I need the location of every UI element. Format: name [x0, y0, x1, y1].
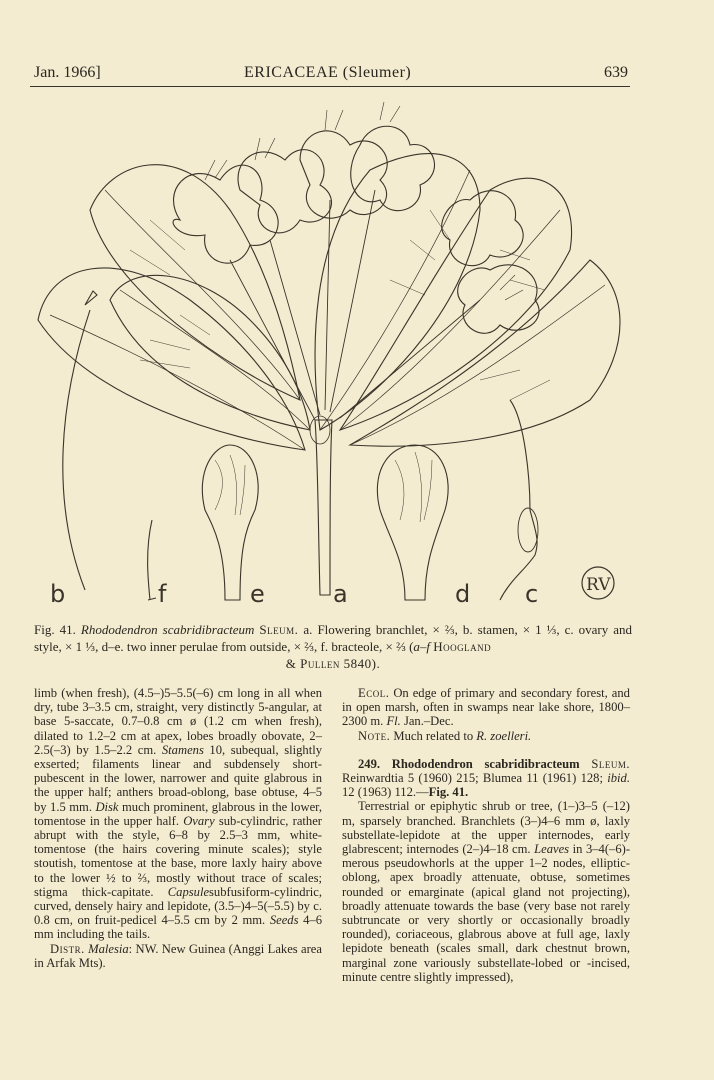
note-label: Note.: [358, 728, 391, 743]
perula-d: [377, 445, 448, 600]
fl-label: Fl.: [386, 714, 401, 729]
ovary-label: Ovary: [183, 813, 215, 828]
distr-label: Distr.: [50, 941, 85, 956]
leaf-left-lower: [38, 268, 305, 450]
caption-author: Sleum.: [259, 622, 299, 637]
seeds-label: Seeds: [269, 913, 299, 928]
right-column: [342, 686, 630, 984]
panel-label-f: f: [158, 580, 167, 608]
note-species: R. zoelleri.: [476, 728, 532, 743]
panel-label-d: d: [455, 580, 471, 608]
distribution-paragraph: Distr. Malesia: NW. New Guinea (Anggi Lakes area in Arfak Mts).: [34, 941, 322, 970]
panel-label-e: e: [250, 580, 265, 608]
ecology-paragraph: Ecol. On edge of primary and secondary forest, and in open marsh, often in swamps near lake shore, 1800–2300 m. Fl. Jan.–Dec.: [342, 686, 630, 729]
leaf-right-lower: [350, 260, 620, 446]
species-entry-heading: 249. Rhododendron scabridibracteum Sleum. Reinwardtia 5 (1960) 215; Blumea 11 (1961) 128; ibid. 12 (1963) 112.—Fig. 41.: [342, 756, 630, 800]
stem: [315, 420, 332, 595]
artist-monogram: [582, 567, 614, 599]
caption-collector: Hoogland: [433, 639, 492, 654]
note-paragraph: Note. Much related to R. zoelleri.: [358, 728, 532, 743]
stamen-b: [63, 310, 90, 590]
panel-label-a: a: [333, 580, 348, 608]
header-title: ERICACEAE (Sleumer): [244, 64, 412, 81]
panel-label-c: c: [525, 580, 539, 608]
description-paragraph: limb (when fresh), (4.5–)5–5.5(–6) cm long in all when dry, tube 3–3.5 cm, straight, very distinctly 5-angular, at base 5-saccate, 0.7–0.8 cm ø (1.2 cm when fresh), dilated to 1.2–2 cm at apex, lobes broadly obovate, 2–2.5(–3) by 1.5–2.2 cm. Stamens 10, subequal, slightly exserted; filaments linear and subdensely short-pubescent in the lower, narrower and quite glabrous in the upper half; anthers broad-oblong, base obtuse, 4–5 by 1.5 mm. Disk much prominent, glabrous in the lower, tomentose in the upper half. Ovary sub-cylindric, rather abrupt with the style, 6–8 by 2.5–3 mm, white-tomentose (the hairs covering minute scales); style stoutish, tomentose at the base, more laxly hairy above to the lower ½ to ⅔, mostly without trace of scales; stigma thick-capitate. Capsulesubfusiform-cylindric, curved, densely hairy and lepidote, (3.5–)4–5(–5.5) by c. 0.8 cm, on fruit-pedicel 4–5.5 cm by 2 mm. Seeds 4–6 mm including the tails.: [34, 686, 322, 942]
leaves-label: Leaves: [534, 842, 570, 857]
caption-species: Rhododendron scabridibracteum: [80, 622, 255, 637]
entry-number: 249.: [358, 756, 381, 771]
svg-text:RV: RV: [586, 575, 611, 595]
stamens-label: Stamens: [161, 742, 204, 757]
botanical-illustration: [30, 100, 630, 612]
entry-name: Rhododendron scabridibracteum: [391, 756, 580, 771]
left-column: [34, 686, 322, 970]
leaf-left-mid: [110, 275, 310, 430]
distr-region: Malesia: [88, 941, 129, 956]
header-date: Jan. 1966]: [34, 64, 101, 81]
disk-label: Disk: [95, 799, 119, 814]
figure-caption: [34, 621, 632, 672]
caption-end: & Pullen 5840).: [285, 656, 381, 671]
page-number: 639: [604, 64, 628, 81]
caption-range: a–f: [413, 639, 431, 654]
ecol-label: Ecol.: [358, 686, 390, 700]
bracteole-f: [148, 520, 156, 600]
leaf-left-upper: [90, 165, 300, 400]
header-rule: [30, 86, 630, 87]
leaf-right-upper: [340, 178, 572, 430]
fig-ref: Fig. 41.: [428, 785, 469, 800]
panel-label-b: b: [50, 580, 66, 608]
caption-fig-label: Fig. 41.: [34, 622, 76, 637]
species-description: Terrestrial or epiphytic shrub or tree, (1–)3–5 (–12) m, sparsely branched. Branchlets (3–)4–6 mm ø, laxly substellate-lepidote at the upper internodes, early glabrescent; internodes (2–)4–18 cm. Leaves in 3–4(–6)-merous pseudowhorls at the upper 1–2 nodes, elliptic-oblong, apex broadly attenuate, obtuse, sometimes rounded or emarginate (apical gland not projecting), broadly attenuate towards the base (very base not rarely subtruncate or very shortly or occasionally broadly rounded), coriaceous, glabrous above at full age, laxly lepidote beneath (scales small, dark chestnut brown, marginal zone variously substellate-lobed or -incised, minute centre slightly impressed),: [342, 799, 631, 984]
entry-author: Sleum.: [591, 756, 630, 771]
ovary-c: [500, 400, 537, 600]
perula-e: [202, 445, 258, 600]
running-header: [34, 64, 628, 86]
caption-text: a. Flowering branchlet, × ⅔, b. stamen, × 1 ⅓, c. ovary and style, × 1 ⅓, d–e. two inner perulae from outside, × ⅔, f. bracteole, × ⅔ (: [34, 622, 633, 654]
capsule-label: Capsule: [167, 884, 210, 899]
